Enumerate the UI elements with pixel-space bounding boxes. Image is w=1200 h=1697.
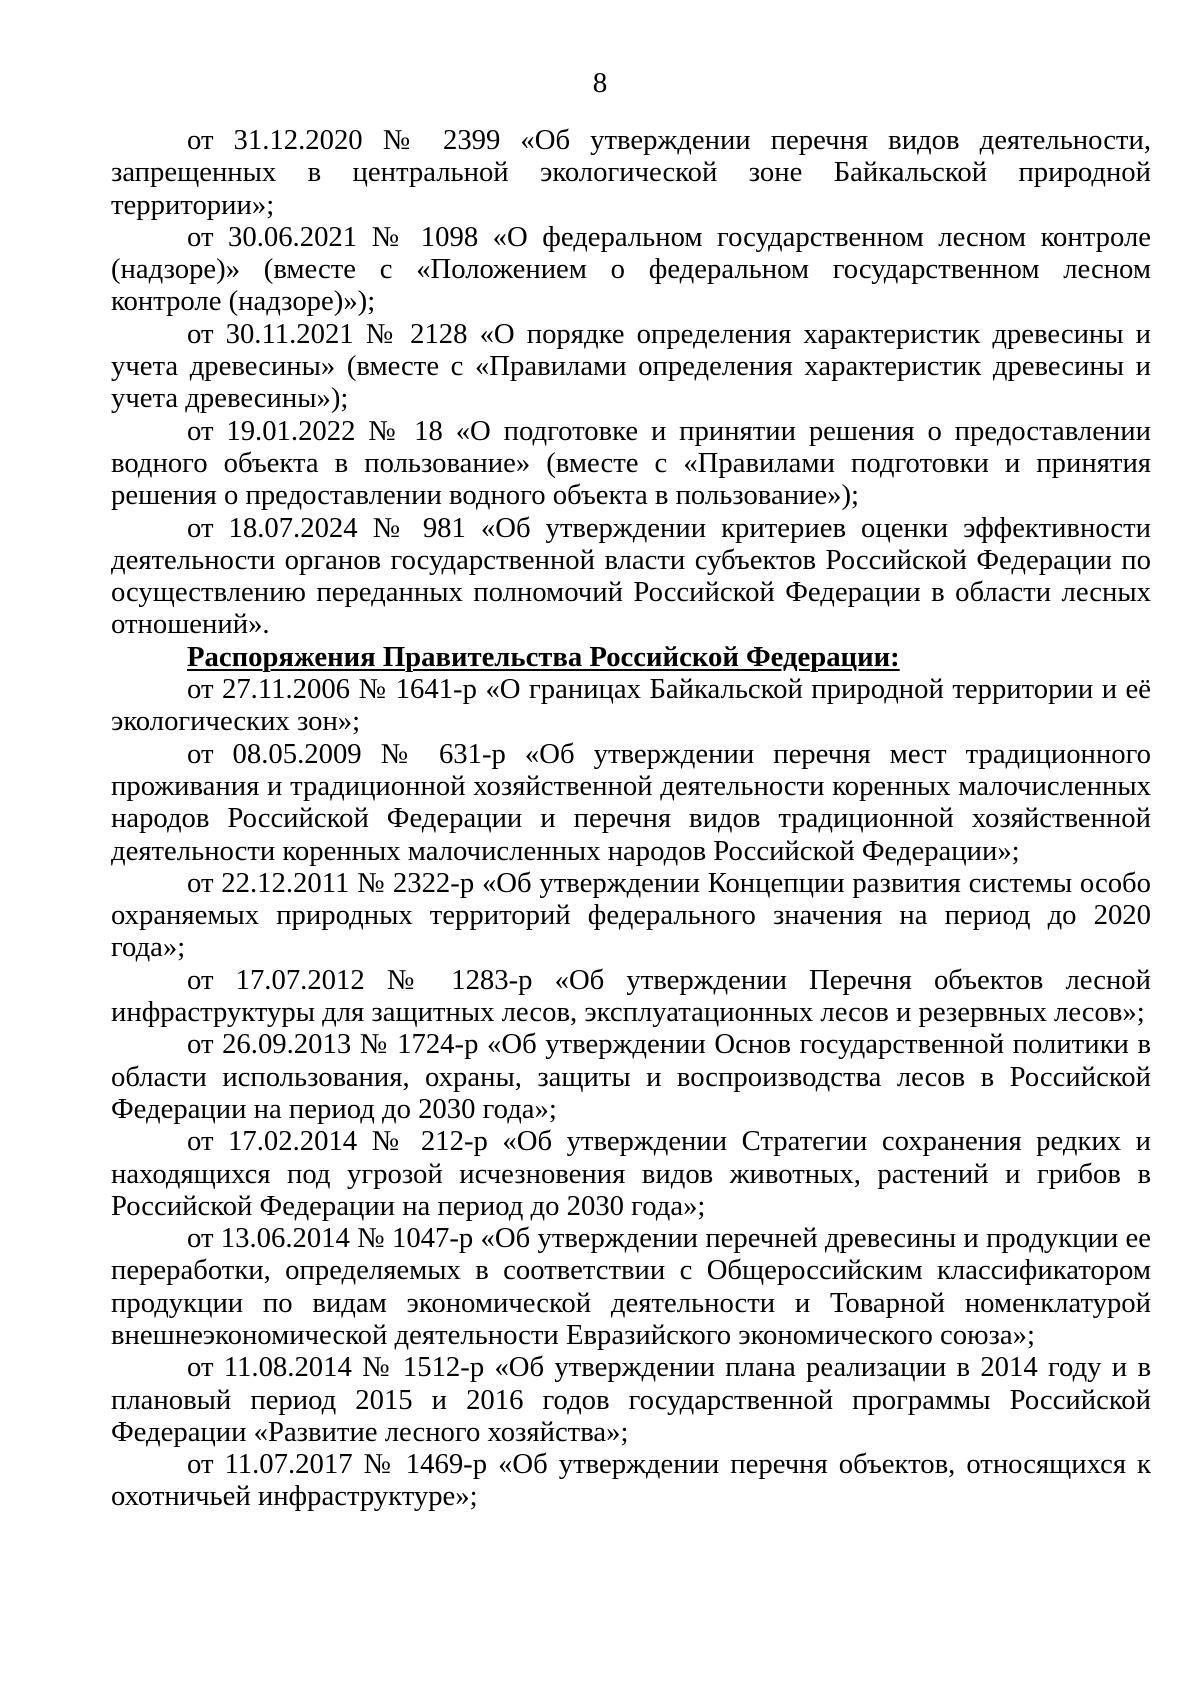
orders-section-heading: Распоряжения Правительства Российской Федерации: — [187, 640, 900, 673]
order-paragraph: от 22.12.2011 № 2322-р «Об утверждении Концепции развития системы особо охраняемых природных территорий федерального значения на период до 2020 года»; — [111, 866, 1151, 964]
decree-paragraph: от 19.01.2022 № 18 «О подготовке и принятии решения о предоставлении водного объекта в пользование» (вместе с «Правилами подготовки и принятия решения о предоставлении водного объекта в пользование»); — [111, 414, 1151, 512]
order-paragraph: от 27.11.2006 № 1641-р «О границах Байкальской природной территории и её экологических зон»; — [111, 673, 1151, 738]
order-paragraph: от 17.02.2014 № 212-р «Об утверждении Стратегии сохранения редких и находящихся под угрозой исчезновения видов животных, растений и грибов в Российской Федерации на период до 2030 года»; — [111, 1125, 1151, 1222]
decree-paragraph: от 30.06.2021 № 1098 «О федеральном государственном лесном контроле (надзоре)» (вместе с «Положением о федеральном государственном лесном контроле (надзоре)»); — [111, 220, 1151, 318]
decree-paragraph: от 31.12.2020 № 2399 «Об утверждении перечня видов деятельности, запрещенных в центральной экологической зоне Байкальской природной территории»; — [111, 124, 1151, 221]
decree-paragraph: от 30.11.2021 № 2128 «О порядке определения характеристик древесины и учета древесины» (вместе с «Правилами определения характеристик древесины и учета древесины»); — [111, 317, 1151, 415]
page-number: 8 — [592, 67, 608, 99]
order-paragraph: от 13.06.2014 № 1047-р «Об утверждении перечней древесины и продукции ее переработки, определяемых в соответствии с Общероссийским классификатором продукции по видам экономической деятельности и Товарной номенклатурой внешнеэкономической деятельности Евразийского экономического союза»; — [111, 1222, 1151, 1351]
order-paragraph: от 26.09.2013 № 1724-р «Об утверждении Основ государственной политики в области использования, охраны, защиты и воспроизводства лесов в Российской Федерации на период до 2030 года»; — [111, 1028, 1151, 1125]
order-paragraph: от 11.07.2017 № 1469-р «Об утверждении перечня объектов, относящихся к охотничьей инфраструктуре»; — [111, 1448, 1151, 1513]
order-paragraph: от 08.05.2009 № 631-р «Об утверждении перечня мест традиционного проживания и традиционной хозяйственной деятельности коренных малочисленных народов Российской Федерации и перечня видов традиционной хозяйственной деятельности коренных малочисленных народов Российской Федерации»; — [111, 737, 1151, 867]
order-paragraph: от 11.08.2014 № 1512-р «Об утверждении плана реализации в 2014 году и в плановый период 2015 и 2016 годов государственной программы Российской Федерации «Развитие лесного хозяйства»; — [111, 1351, 1151, 1448]
decree-paragraph: от 18.07.2024 № 981 «Об утверждении критериев оценки эффективности деятельности органов государственной власти субъектов Российской Федерации по осуществлению переданных полномочий Российской Федерации в области лесных отношений». — [111, 511, 1151, 641]
order-paragraph: от 17.07.2012 № 1283-р «Об утверждении Перечня объектов лесной инфраструктуры для защитных лесов, эксплуатационных лесов и резервных лесов»; — [111, 963, 1151, 1029]
document-body — [111, 124, 1151, 1513]
